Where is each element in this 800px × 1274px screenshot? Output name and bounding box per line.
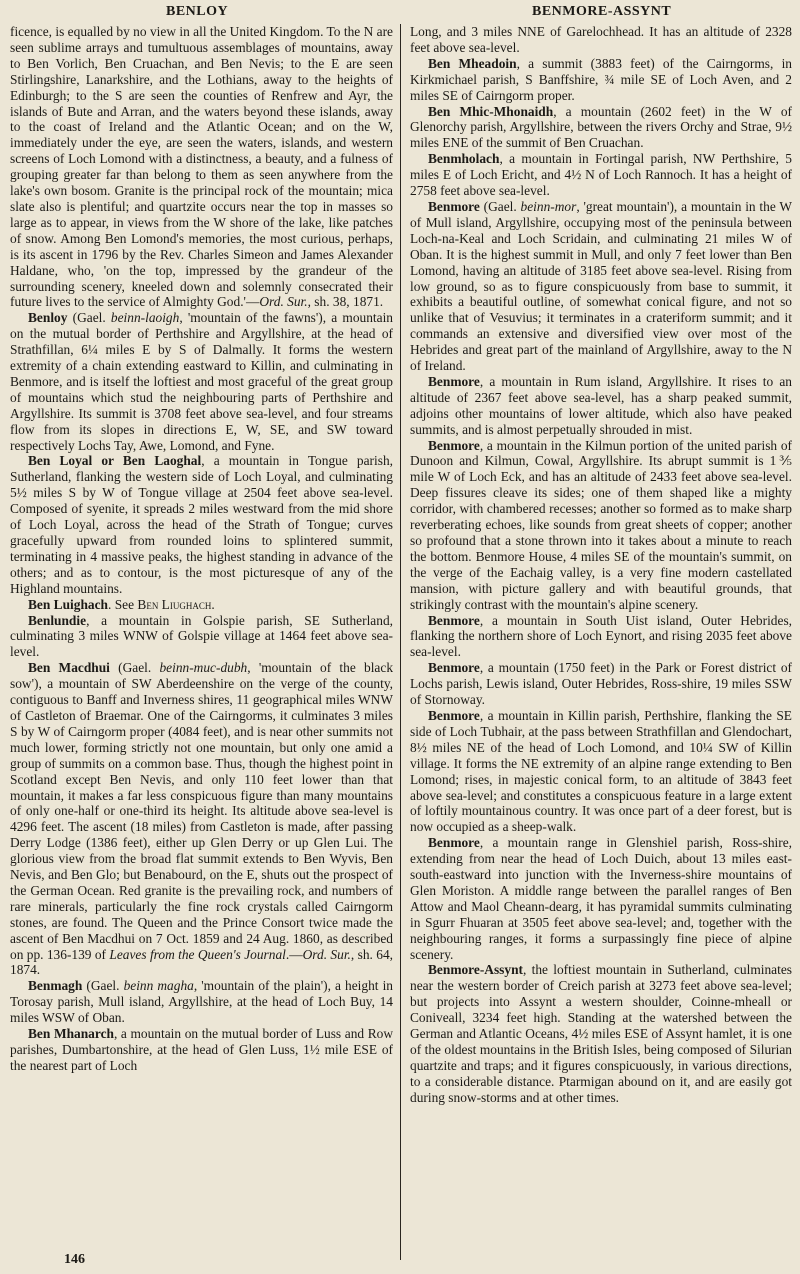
entry-etym-open: (Gael.	[67, 310, 111, 326]
gaelic-form: beinn-muc-dubh	[159, 660, 248, 676]
column-divider	[400, 24, 401, 1260]
entry-text: , 'mountain of the black sow'), a mountain of SW Aberdeenshire on the verge of the county, contiguous to Banff and Inverness shires, 11 geographical miles WNW of Castleton of Braemar. One of the Cairngorms, it culminates 3 miles S by W of Cairngorm proper (4084 feet), and is near other summits not much lower, forming strictly not one mountain, but only one amid a group of summits on a common base. Thus, though the highest point in Scotland except Ben Nevis, and only 110 feet lower than that mountain, it makes a far less conspicuous figure than many mountains of only one-half or one-third its height. Its altitude above sea-level is 4296 feet. The ascent (18 miles) from Castleton is made, after passing Derry Lodge (1386 feet), either up Glen Derry or up Glen Lui. The glorious view from the broad flat summit extends to Ben Wyvis, Ben Nevis, and Ben Glo; but Benabourd, on the E, shuts out the prospect of the German Ocean. Red granite is the prevailing rock, and numbers of rare minerals, particularly the fine rock crystals called Cairngorm stones, are found. The Queen and the Prince Consort twice made the ascent of Ben Macdhui on 7 Oct. 1859 and 24 Aug. 1860, as described on pp. 136-139 of	[10, 660, 393, 962]
headword: Ben Mhanarch	[28, 1026, 114, 1042]
entry-text: , a mountain (1750 feet) in the Park or Forest district of Lochs parish, Lewis island, Outer Hebrides, Ross-shire, 19 miles SSW of Stornoway.	[410, 660, 792, 708]
entry-text: , the loftiest mountain in Sutherland, culminates near the western border of Creich parish at 3273 feet above sea-level; but projects into Assynt a western shoulder, Coinne-mheall or Coniveall, 3234 feet high. Standing at the watershed between the German and Atlantic Oceans, 4½ miles ESE of Assynt hamlet, it is one of the oldest mountains in the British Isles, being composed of Silurian quartzite and traps; and it figures conspicuously, in various directions, to a considerable distance. Ptarmigan abound on it, and are easily got during snow-storms and at other times.	[410, 962, 792, 1105]
entry-text: , 'great mountain'), a mountain in the W of Mull island, Argyllshire, occupying most of the peninsula between Loch-na-Keal and Loch Scridain, and culminating 21 miles W of Oban. It is the highest summit in Mull, and only 7 feet lower than Ben Lomond, having an altitude of 3185 feet above sea-level. Rising from low ground, so as to figure conspicuously from base to summit, it exhibits a beautiful outline, of somewhat conical figure, and not so unlike that of Vesuvius; it terminates in a crateriform summit; and it commands an extensive and diversified view over most of the Hebrides and great part of the mainland of Argyllshire, away to the N of Ireland.	[410, 198, 792, 374]
entry-text: , 'mountain of the plain'), a height in Torosay parish, Mull island, Argyllshire, at the head of Loch Buy, 14 miles WSW of Oban.	[10, 978, 393, 1026]
entry-ben-luighach	[10, 597, 393, 613]
entry-etym-open: (Gael.	[109, 660, 160, 676]
entry-benmore-killin	[410, 708, 792, 835]
entry-text: Long, and 3 miles NNE of Garelochhead. It has an altitude of 2328 feet above sea-level.	[410, 24, 792, 55]
right-column	[410, 24, 792, 1256]
citation-sheet: , sh. 38, 1871.	[307, 294, 384, 310]
headword: Benmore	[428, 660, 480, 676]
entry-ben-mheadoin	[410, 56, 792, 104]
entry-benmagh	[10, 978, 393, 1026]
entry-end: .	[211, 596, 215, 612]
entry-text: , a mountain in Golspie parish, SE Sutherland, culminating 3 miles WNW of Golspie village at 1464 feet above sea-level.	[10, 612, 393, 660]
gaelic-form: beinn magha	[123, 978, 194, 994]
entry-text: ficence, is equalled by no view in all the United Kingdom. To the N are seen sublime arrays and tumultuous assemblages of mountains, away to Ben Vorlich, Ben Cruachan, and Ben Nevis; to the E are seen Stirlingshire, Lanarkshire, and the Lothians, away to the heights of Edinburgh; to the S are seen the counties of Renfrew and Ayr, the islands of Bute and Arran, and the waters beyond these islands, away to the coast of Ireland and the Atlantic Ocean; and on the W, immediately under the eye, are seen the waters, islands, and western screens of Loch Lomond with a distinctness, a beauty, and a fulness of grouping greater far than belong to them as seen anywhere from the lake's own bosom. Granite is the principal rock of the mountain; mica slate also is plentiful; and quartzite occurs near the top in masses so large as to appear, in views from the W shore of the lake, like patches of snow. Among Ben Lomond's memories, the most curious, perhaps, is its ascent in 1796 by the Rev. Charles Simeon and James Alexander Haldane, who, 'on the top, impressed by the grandeur of the surrounding scenery, kneeled down and solemnly consecrated their future lives to the service of Almighty God.'—	[10, 24, 393, 310]
entry-text: , a mountain range in Glenshiel parish, Ross-shire, extending from near the head of Loch Duich, about 13 miles east-south-eastward into junction with the Inverness-shire mountains of Glen Moriston. A middle range between the parallel ranges of Ben Attow and Maol Cheann-dearg, it has pyramidal summits culminating in Sgurr Fhuaran at 3505 feet above sea-level; and, together with the neighbouring ranges, it forms a surpassingly fine piece of alpine scenery.	[410, 835, 792, 962]
entry-benmore-lewis	[410, 660, 792, 708]
entry-ben-lomond-continued	[10, 24, 393, 310]
entry-ben-mhanarch	[10, 1026, 393, 1074]
entry-ben-mhic-mhonaidh	[410, 104, 792, 152]
entry-ben-macdhui	[10, 660, 393, 978]
entry-benmore-uist	[410, 613, 792, 661]
book-title: Leaves from the Queen's Journal	[109, 946, 286, 962]
citation: Ord. Sur.	[259, 294, 308, 310]
running-head-right: BENMORE-ASSYNT	[532, 4, 672, 19]
entry-text: , a mountain in the Kilmun portion of the united parish of Dunoon and Kilmun, Cowal, Argyllshire. Its abrupt summit is 1⅗ mile W of Loch Eck, and has an altitude of 2433 feet above sea-level. Deep fissures cleave its sides; one of them shaped like a mighty corridor, with chambered recesses; another so formed as to make sharp reverberating echoes, like sounds from great sheets of copper; another so profound that a stone thrown into it takes about a minute to reach the bottom. Benmore House, 4 miles SE of the mountain's summit, on the verge of the Eachaig valley, is a very fine modern castellated mansion, with picture gallery and with beautiful grounds, that strikingly contrast with the mountain's alpine scenery.	[410, 437, 792, 612]
entry-text: , a mountain in Fortingal parish, NW Perthshire, 5 miles E of Loch Ericht, and 4½ N of Loch Rannoch. It has a height of 2758 feet above sea-level.	[410, 151, 792, 199]
entry-text: . See	[108, 596, 138, 612]
entry-benmore-mull	[410, 199, 792, 374]
running-head-left: BENLOY	[166, 4, 229, 19]
entry-benmore-cowal	[410, 438, 792, 613]
entry-benmore-assynt	[410, 962, 792, 1105]
headword: Ben Mhic-Mhonaidh	[428, 103, 554, 119]
headword: Benmore	[428, 373, 480, 389]
left-column	[10, 24, 393, 1256]
citation: Ord. Sur.	[302, 946, 351, 962]
headword: Benlundie	[28, 612, 87, 628]
entry-etym-open: (Gael.	[479, 198, 521, 214]
headword: Benmore	[428, 437, 480, 453]
gaelic-form: beinn-mor	[520, 198, 577, 214]
entry-benloy	[10, 310, 393, 453]
entry-benlundie	[10, 613, 393, 661]
headword: Benloy	[28, 310, 68, 326]
entry-text: , a mountain (2602 feet) in the W of Glenorchy parish, Argyllshire, between the rivers Orchy and Strae, 9½ miles ENE of the summit of Ben Cruachan.	[410, 103, 792, 151]
entry-text: , a mountain on the mutual border of Luss and Row parishes, Dumbartonshire, at the head of Glen Luss, 1½ mile ESE of the nearest part of Loch	[10, 1026, 393, 1073]
gaelic-form: beinn-laoigh	[110, 310, 180, 326]
headword: Ben Luighach	[28, 596, 108, 612]
headword: Benmore	[428, 835, 480, 851]
headword: Benmore	[428, 198, 480, 214]
entry-ben-loyal	[10, 453, 393, 596]
cross-reference: Ben Liughach	[137, 596, 212, 612]
entry-separator: .—	[285, 946, 303, 962]
headword: Benmholach	[428, 151, 500, 167]
headword: Ben Macdhui	[28, 660, 110, 676]
page-number: 146	[64, 1252, 85, 1267]
entry-benmore-rum	[410, 374, 792, 438]
entry-text: , a mountain in Killin parish, Perthshire, flanking the SE side of Loch Tubhair, at the pass between Strathfillan and Glendochart, 8½ miles NE of the head of Loch Lomond, and 10¼ SW of Killin village. It forms the NE extremity of an alpine range extending to Ben Lomond; rises, in majestic conical form, to an altitude of 3843 feet above sea-level; and constitutes a conspicuous feature in a large extent of loftily mountainous country. It was once part of a deer forest, but is now occupied as a sheep-walk.	[410, 707, 792, 835]
headword: Benmore-Assynt	[428, 962, 523, 978]
entry-text: , 'mountain of the fawns'), a mountain on the mutual border of Perthshire and Argyllshire, at the head of Strathfillan, 6¼ miles E by S of Dalmally. It forms the western extremity of a chain extending eastward to Killin, and culminating in Benmore, and is itself the loftiest and most graceful of the great group of mountains which stud the neighbouring parts of Perthshire and Argyllshire. Its summit is 3708 feet above sea-level, and four streams flow from its slopes in directions E, W, SE, and SW toward respectively Lochs Tay, Awe, Lomond, and Fyne.	[10, 310, 393, 453]
entry-benmore-glenshiel	[410, 835, 792, 962]
entry-text: , a mountain in South Uist island, Outer Hebrides, flanking the northern shore of Loch Eynort, and rising 2035 feet above sea-level.	[410, 612, 792, 660]
citation-sheet: , sh. 64, 1874.	[10, 946, 393, 978]
entry-text: , a mountain in Tongue parish, Sutherland, flanking the western side of Loch Loyal, and culminating 5½ miles S by W of Tongue village at 2504 feet above sea-level. Composed of syenite, it spreads 2 miles westward from the mid shore of Loch Loyal, across the head of the Strath of Tongue; curves gracefully upward from rounded loins to splintered summit, terminating in 4 massive peaks, the highest standing in advance of the others; and as to contour, is the most picturesque of any of the Highland mountains.	[10, 453, 393, 596]
headword: Benmore	[428, 707, 480, 723]
entry-text: , a mountain in Rum island, Argyllshire. It rises to an altitude of 2367 feet above sea-level, has a sharp peaked summit, adjoins other mountains of lower altitude, which also have peaked summits, and is almost perpetually shrouded in mist.	[410, 373, 792, 437]
headword: Benmagh	[28, 978, 83, 994]
entry-etym-open: (Gael.	[82, 978, 124, 994]
entry-ben-mhanarch-continued	[410, 24, 792, 56]
headword: Ben Mheadoin	[428, 55, 517, 71]
headword: Benmore	[428, 612, 480, 628]
headword: Ben Loyal or Ben Laoghal	[28, 453, 202, 469]
entry-text: , a summit (3883 feet) of the Cairngorms, in Kirkmichael parish, S Banffshire, ¾ mile SE of Loch Aven, and 2 miles SE of Cairngorm proper.	[410, 55, 792, 103]
entry-benmholach	[410, 151, 792, 199]
